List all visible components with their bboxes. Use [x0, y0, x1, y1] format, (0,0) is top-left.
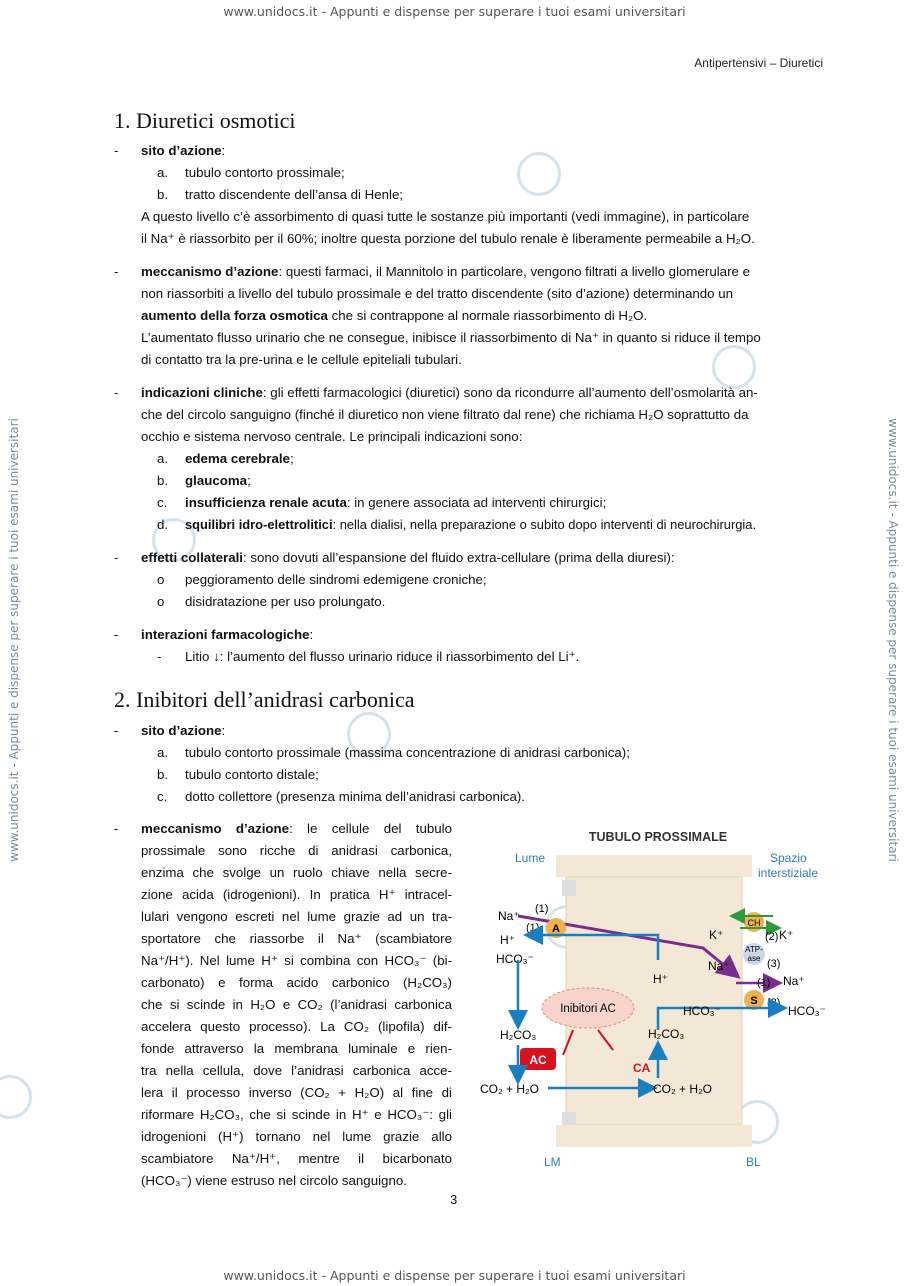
label-interstiziale: interstiziale: [758, 866, 819, 880]
list-marker: -: [157, 649, 162, 664]
list-marker: a.: [157, 745, 169, 760]
list-marker: o: [157, 594, 165, 609]
tight-junction: [562, 880, 576, 896]
watermark-bottom: www.unidocs.it - Appunti e dispense per superare i tuoi esami universitari: [223, 1268, 686, 1283]
label-h-lumen: H⁺: [500, 933, 515, 947]
label-ase: ase: [747, 954, 761, 963]
label-n1: (1): [757, 977, 771, 989]
label-k-cell: K⁺: [709, 928, 724, 942]
paragraph-line: lulari vengono escreti nel lume grazie ad un tra-: [141, 909, 452, 924]
label-ca: CA: [633, 1061, 651, 1075]
label-meccanismo: meccanismo d’azione: [141, 264, 279, 279]
paragraph-line: : le cellule del tubulo: [289, 821, 452, 836]
label-h2co3-cell: H₂CO₃: [648, 1027, 685, 1041]
label-lume: Lume: [515, 851, 546, 865]
paragraph-line: Na⁺/H⁺). Nel lume H⁺ si combina con HCO₃⁻ (bi-: [141, 953, 452, 968]
list-marker: b.: [157, 473, 169, 488]
text-colon: :: [309, 627, 314, 642]
label-indicazioni: indicazioni cliniche: [141, 385, 263, 400]
label-spazio: Spazio: [770, 851, 807, 865]
label-na-cell: Na⁺: [708, 959, 730, 973]
list-marker: d.: [157, 517, 169, 532]
label-n3: (3): [767, 997, 781, 1009]
diagram-title: TUBULO PROSSIMALE: [588, 830, 728, 844]
paragraph-line: : questi farmaci, il Mannitolo in particolare, vengono filtrati a livello glomerulare e: [278, 264, 750, 279]
label-a: A: [552, 923, 560, 935]
label-co2h2o-lumen: CO₂ + H₂O: [480, 1082, 539, 1096]
label-ac: AC: [529, 1053, 547, 1067]
list-text: ;: [289, 451, 294, 466]
label-h2co3-lumen: H₂CO₃: [500, 1028, 537, 1042]
label-hco3-lumen: HCO₃⁻: [496, 952, 534, 966]
bold-term: edema cerebrale: [185, 451, 290, 466]
label-n1: (1): [526, 922, 540, 934]
label-lm: LM: [544, 1155, 561, 1169]
list-text: peggioramento delle sindromi edemigene croniche;: [185, 572, 487, 587]
list-marker: b.: [157, 767, 169, 782]
paragraph-line: lera il processo inverso (CO₂ + H₂O) al fine di: [141, 1085, 452, 1100]
list-marker: c.: [157, 789, 168, 804]
label-co2h2o-cell: CO₂ + H₂O: [653, 1082, 712, 1096]
paragraph-line: sportatore che riassorbe il Na⁺ (scambiatore: [141, 931, 452, 946]
paragraph-line: tra nella cellula, dove l’anidrasi carbonica acce-: [141, 1063, 452, 1078]
text-colon: :: [221, 723, 226, 738]
list-text: dotto collettore (presenza minima dell’anidrasi carbonica).: [185, 789, 525, 804]
unidocs-logo-icon: [0, 1075, 32, 1119]
running-header: Antipertensivi – Diuretici: [694, 56, 823, 70]
list-text: Litio ↓: l’aumento del flusso urinario riduce il riassorbimento del Li⁺.: [185, 649, 580, 664]
paragraph-line: che del circolo sanguigno (finché il diuretico non viene filtrato dal rene) che richiama H₂O soprattutto da: [141, 407, 749, 422]
list-marker: c.: [157, 495, 168, 510]
paragraph-line: accelera questo processo). La CO₂ (lipofila) dif-: [141, 1019, 452, 1034]
label-inibitori: Inibitori AC: [560, 1003, 616, 1015]
list-text: disidratazione per uso prolungato.: [185, 594, 386, 609]
label-meccanismo: meccanismo d’azione: [141, 821, 290, 836]
cell-top: [556, 855, 752, 877]
bold-term: glaucoma: [185, 473, 248, 488]
paragraph-line: (HCO₃⁻) viene estruso nel circolo sanguigno.: [141, 1173, 407, 1188]
paragraph-line: prossimale sono ricche di anidrasi carbonica,: [141, 843, 452, 858]
list-text: : in genere associata ad interventi chirurgici;: [346, 495, 607, 510]
label-sito: sito d’azione: [141, 723, 222, 738]
label-h-cell: H⁺: [653, 972, 668, 986]
label-hco3-out: HCO₃⁻: [788, 1004, 826, 1018]
list-text: tubulo contorto prossimale (massima concentrazione di anidrasi carbonica);: [185, 745, 630, 760]
label-atp: ATP-: [745, 945, 763, 954]
paragraph-line: il Na⁺ è riassorbito per il 60%; inoltre questa porzione del tubulo renale è liberamente permeabile a H₂O.: [141, 231, 755, 246]
label-hco3-cell: HCO₃⁻: [683, 1004, 721, 1018]
paragraph-line: carbonato) e forma acido carbonico (H₂CO₃): [141, 975, 452, 990]
paragraph-line: non riassorbiti a livello del tubulo prossimale e del tratto discendente (sito d’azione) determinando un: [141, 286, 734, 301]
bold-term: squilibri idro-elettrolitici: [185, 517, 333, 532]
paragraph-line: idrogenioni (H⁺) tornano nel lume grazie allo: [141, 1129, 452, 1144]
label-s: S: [750, 995, 758, 1007]
list-text: tratto discendente dell’ansa di Henle;: [185, 187, 404, 202]
text-colon: :: [221, 143, 226, 158]
list-marker: o: [157, 572, 165, 587]
mechanism-paragraph: [141, 818, 452, 1192]
paragraph-line: fonde attraverso la membrana luminale e rien-: [141, 1041, 452, 1056]
paragraph-line: zione acida (idrogenioni). In pratica H⁺ intracel-: [141, 887, 452, 902]
list-marker: a.: [157, 165, 169, 180]
label-interazioni: interazioni farmacologiche: [141, 627, 310, 642]
paragraph-line: A questo livello c’è assorbimento di quasi tutte le sostanze più importanti (vedi immagine), in particolare: [141, 209, 750, 224]
label-ch: CH: [747, 918, 761, 928]
label-k-out: K⁺: [779, 928, 794, 942]
label-sito: sito d’azione: [141, 143, 222, 158]
paragraph-line: che si scinde in H₂O e CO₂ (l’anidrasi carbonica: [141, 997, 452, 1012]
paragraph-line: occhio e sistema nervoso centrale. Le principali indicazioni sono:: [141, 429, 523, 444]
paragraph-line: : sono dovuti all’espansione del fluido extra-cellulare (prima della diuresi):: [242, 550, 675, 565]
section-title-1: 1. Diuretici osmotici: [114, 108, 296, 133]
cell-bottom: [556, 1125, 752, 1147]
list-text: tubulo contorto distale;: [185, 767, 319, 782]
watermark-left: www.unidocs.it - Appunti e dispense per superare i tuoi esami universitari: [7, 418, 21, 862]
page-number: 3: [450, 1192, 458, 1207]
label-n3: (3): [767, 958, 781, 970]
label-na-out: Na⁺: [783, 974, 805, 988]
paragraph-line: riformare H₂CO₃, che si scinde in H⁺ e HCO₃⁻: gli: [141, 1107, 452, 1122]
section-title-2: 2. Inibitori dell’anidrasi carbonica: [114, 687, 415, 712]
paragraph-line: enzima che svolge un ruolo chiave nella secre-: [141, 865, 452, 880]
list-text: : nella dialisi, nella preparazione o subito dopo interventi di neurochirurgia.: [332, 517, 757, 532]
paragraph-line: scambiatore Na⁺/H⁺, mentre il bicarbonato: [141, 1151, 452, 1166]
list-text: tubulo contorto prossimale;: [185, 165, 345, 180]
watermark-top: www.unidocs.it - Appunti e dispense per superare i tuoi esami universitari: [223, 4, 686, 19]
bold-term: insufficienza renale acuta: [185, 495, 347, 510]
paragraph-line: : gli effetti farmacologici (diuretici) sono da ricondurre all’aumento dell’osmolarità an-: [262, 385, 758, 400]
list-marker: a.: [157, 451, 169, 466]
label-n1: (1): [535, 903, 549, 915]
watermark-right: www.unidocs.it - Appunti e dispense per superare i tuoi esami universitari: [886, 418, 900, 862]
label-effetti: effetti collaterali: [141, 550, 243, 565]
proximal-tubule-diagram: [478, 820, 838, 1175]
bold-term: aumento della forza osmotica: [141, 308, 328, 323]
label-na-lumen: Na⁺: [498, 909, 520, 923]
label-n2: (2): [765, 931, 779, 943]
paragraph-line: di contatto tra la pre-urina e le cellule epiteliali tubulari.: [141, 352, 462, 367]
list-marker: b.: [157, 187, 169, 202]
paragraph-line: che si contrappone al normale riassorbimento di H₂O.: [327, 308, 648, 323]
label-bl: BL: [746, 1155, 761, 1169]
paragraph-line: L’aumentato flusso urinario che ne consegue, inibisce il riassorbimento di Na⁺ in quanto si riduce il tempo: [141, 330, 761, 345]
list-text: ;: [247, 473, 251, 488]
